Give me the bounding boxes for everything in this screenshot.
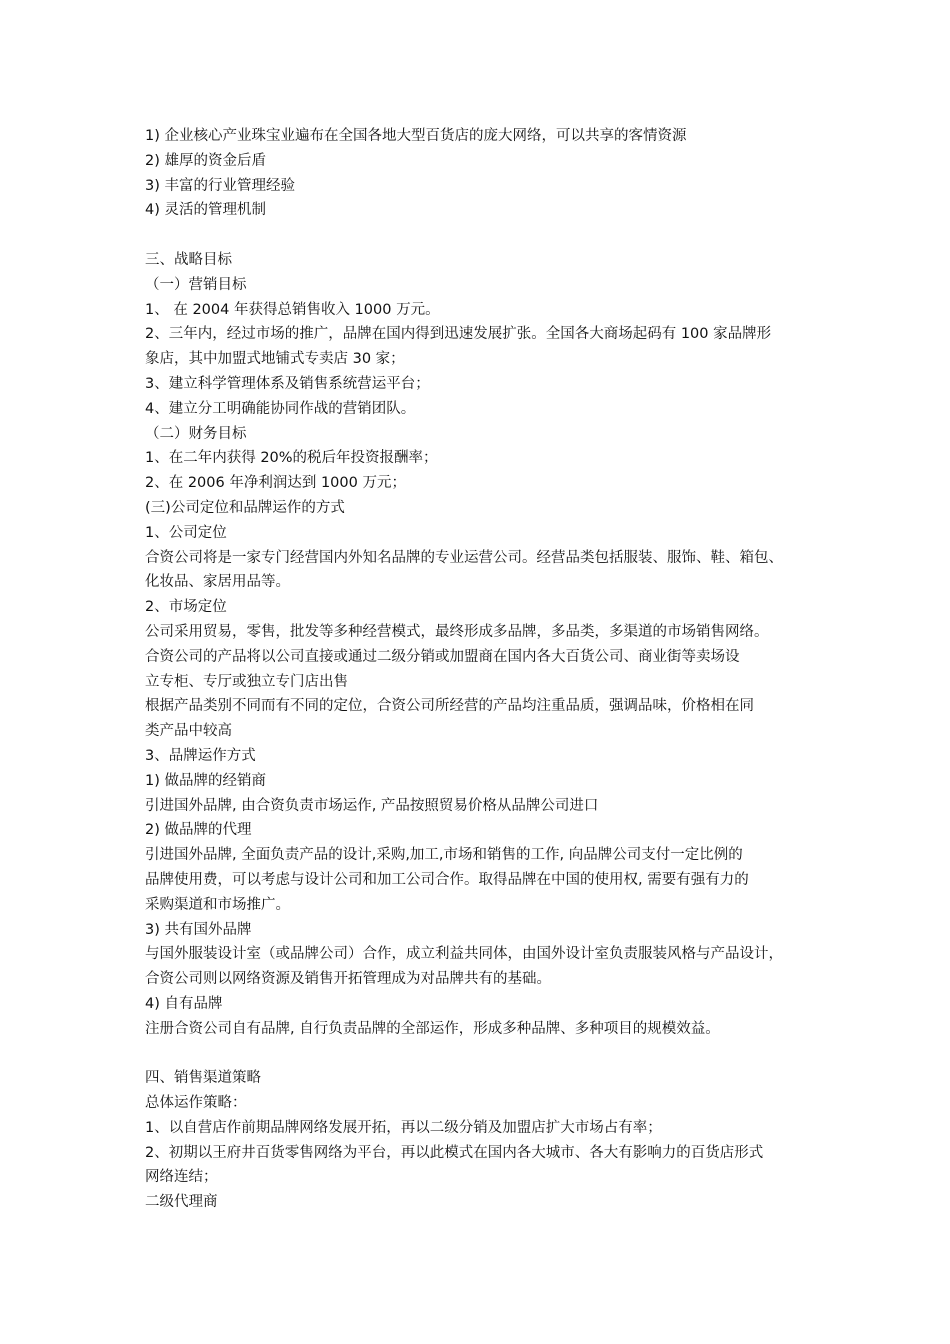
paragraph-line: 引进国外品牌, 全面负责产品的设计,采购,加工,市场和销售的工作, 向品牌公司支付一定比例的 <box>145 847 743 864</box>
paragraph-line: 1、 在 2004 年获得总销售收入 1000 万元。 <box>145 301 440 318</box>
list-item-agent: 2) 做品牌的代理 <box>145 822 252 839</box>
section-heading-strategy-goals: 三、战略目标 <box>145 251 232 268</box>
advantage-item-3: 3) 丰富的行业管理经验 <box>145 177 295 194</box>
paragraph-line: 2、在 2006 年净利润达到 1000 万元； <box>145 475 406 492</box>
paragraph-line: 根据产品类别不同而有不同的定位，合资公司所经营的产品均注重品质，强调品味，价格相在同 <box>145 698 754 715</box>
paragraph-line: 品牌使用费，可以考虑与设计公司和加工公司合作。取得品牌在中国的使用权, 需要有强有力的 <box>145 871 749 888</box>
paragraph-line: 类产品中较高 <box>145 723 232 740</box>
paragraph-line: 合资公司则以网络资源及销售开拓管理成为对品牌共有的基础。 <box>145 971 551 988</box>
list-item-shared-brand: 3) 共有国外品牌 <box>145 921 252 938</box>
blank-line <box>145 223 825 248</box>
list-item-own-brand: 4) 自有品牌 <box>145 995 223 1012</box>
subheading-positioning: (三)公司定位和品牌运作的方式 <box>145 499 345 516</box>
paragraph-line: 2、初期以王府井百货零售网络为平台，再以此模式在国内各大城市、各大有影响力的百货店形式 <box>145 1144 764 1161</box>
paragraph-line: 化妆品、家居用品等。 <box>145 574 290 591</box>
subheading-company-positioning: 1、公司定位 <box>145 524 227 541</box>
paragraph-line: 采购渠道和市场推广。 <box>145 896 290 913</box>
paragraph-line: 4、建立分工明确能协同作战的营销团队。 <box>145 400 416 417</box>
paragraph-line: 象店，其中加盟式地铺式专卖店 30 家； <box>145 351 405 368</box>
subheading-market-positioning: 2、市场定位 <box>145 599 227 616</box>
paragraph-line: 合资公司将是一家专门经营国内外知名品牌的专业运营公司。经营品类包括服装、服饰、鞋、箱包、 <box>145 549 783 566</box>
subheading-brand-operation: 3、品牌运作方式 <box>145 747 256 764</box>
advantage-item-2: 2) 雄厚的资金后盾 <box>145 152 266 169</box>
section-heading-sales-channel: 四、销售渠道策略 <box>145 1070 261 1087</box>
paragraph-line: 与国外服装设计室（或品牌公司）合作，成立利益共同体，由国外设计室负责服装风格与产品设计， <box>145 946 783 963</box>
subheading-overall-strategy: 总体运作策略： <box>145 1095 247 1112</box>
paragraph-line: 1、以自营店作前期品牌网络发展开拓，再以二级分销及加盟店扩大市场占有率； <box>145 1119 662 1136</box>
paragraph-line: 3、建立科学管理体系及销售系统营运平台； <box>145 375 430 392</box>
paragraph-line: 注册合资公司自有品牌, 自行负责品牌的全部运作，形成多种品牌、多种项目的规模效益。 <box>145 1020 720 1037</box>
document-body <box>145 124 825 1215</box>
subheading-secondary-agent: 二级代理商 <box>145 1194 218 1211</box>
paragraph-line: 1、在二年内获得 20%的税后年投资报酬率； <box>145 450 438 467</box>
paragraph-line: 立专柜、专厅或独立专门店出售 <box>145 673 348 690</box>
paragraph-line: 引进国外品牌, 由合资负责市场运作, 产品按照贸易价格从品牌公司进口 <box>145 797 599 814</box>
paragraph-line: 合资公司的产品将以公司直接或通过二级分销或加盟商在国内各大百货公司、商业街等卖场设 <box>145 648 740 665</box>
paragraph-line: 网络连结； <box>145 1169 218 1186</box>
blank-line <box>145 1041 825 1066</box>
list-item-distributor: 1) 做品牌的经销商 <box>145 772 266 789</box>
subheading-financial-goals: （二）财务目标 <box>145 425 247 442</box>
paragraph-line: 2、三年内，经过市场的推广，品牌在国内得到迅速发展扩张。全国各大商场起码有 100 家品牌形 <box>145 326 772 343</box>
paragraph-line: 公司采用贸易，零售，批发等多种经营模式，最终形成多品牌，多品类，多渠道的市场销售网络。 <box>145 623 769 640</box>
advantage-item-1: 1) 企业核心产业珠宝业遍布在全国各地大型百货店的庞大网络，可以共享的客情资源 <box>145 128 687 144</box>
advantage-item-4: 4) 灵活的管理机制 <box>145 202 266 219</box>
subheading-marketing-goals: （一）营销目标 <box>145 276 247 293</box>
